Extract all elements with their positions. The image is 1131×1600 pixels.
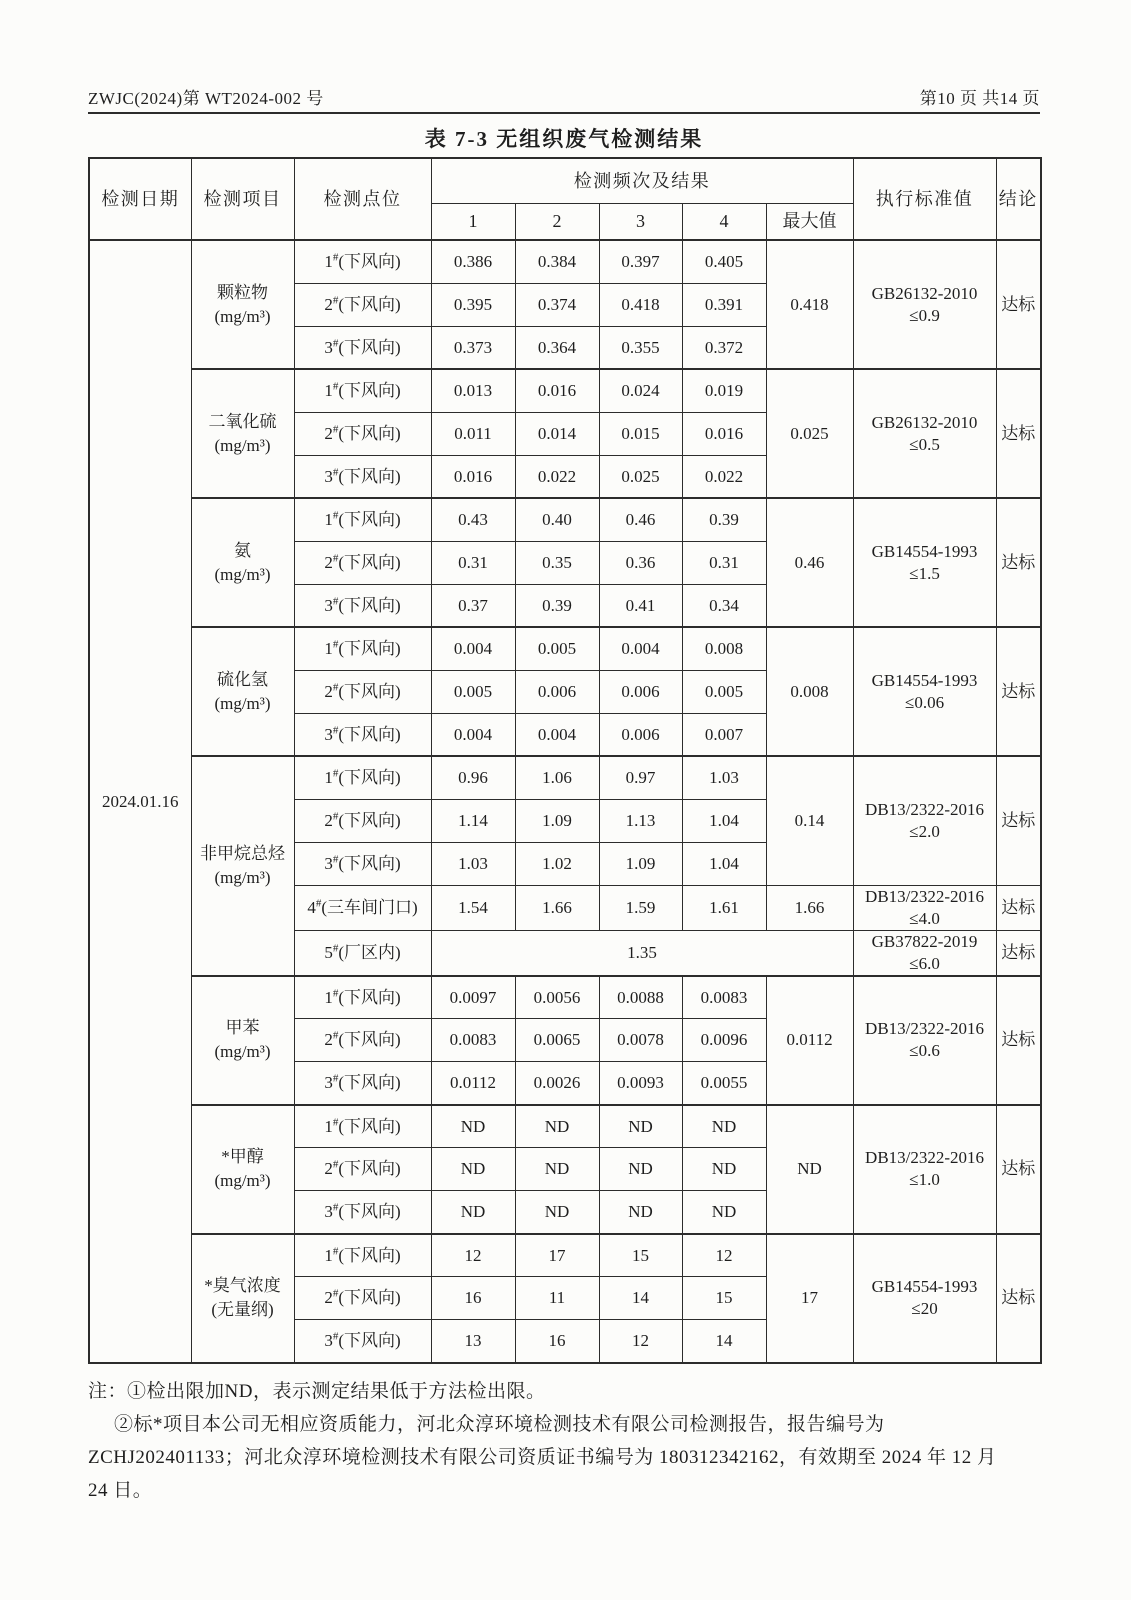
point-cell: 1#(下风向) — [294, 498, 431, 541]
value-cell: 0.0056 — [515, 976, 599, 1019]
superscript-hash: # — [332, 853, 339, 866]
standard-line: GB37822-2019 — [871, 931, 978, 951]
col-header-conclusion: 结论 — [996, 158, 1041, 240]
item-line: 硫化氢 — [217, 669, 268, 689]
superscript-hash: # — [332, 251, 339, 264]
value-cell: 14 — [682, 1320, 766, 1363]
value-cell: 0.022 — [682, 455, 766, 498]
standard-cell — [853, 369, 996, 498]
value-cell: 1.14 — [431, 799, 515, 842]
value-cell: ND — [599, 1105, 682, 1148]
max-value-cell: 0.008 — [766, 627, 853, 756]
point-cell: 4#(三车间门口) — [294, 885, 431, 930]
value-cell: 0.418 — [599, 283, 682, 326]
standard-line: GB26132-2010 — [871, 283, 978, 303]
table-row — [89, 627, 1041, 670]
value-cell: 16 — [431, 1277, 515, 1320]
value-cell: 1.06 — [515, 756, 599, 799]
value-cell: ND — [515, 1191, 599, 1234]
item-line: (mg/m³) — [214, 564, 271, 584]
value-cell: 1.04 — [682, 842, 766, 885]
superscript-hash: # — [332, 1029, 339, 1042]
value-cell: 0.386 — [431, 240, 515, 283]
standard-cell — [853, 627, 996, 756]
value-cell: 0.0083 — [431, 1019, 515, 1062]
conclusion-cell: 达标 — [996, 976, 1041, 1105]
item-line: (mg/m³) — [214, 306, 271, 326]
value-cell: 0.005 — [682, 670, 766, 713]
value-cell: 0.025 — [599, 455, 682, 498]
standard-line: DB13/2322-2016 — [865, 886, 985, 906]
value-cell: ND — [515, 1148, 599, 1191]
point-cell: 1#(下风向) — [294, 1105, 431, 1148]
table-row — [89, 369, 1041, 412]
point-cell: 2#(下风向) — [294, 283, 431, 326]
value-cell: 0.0112 — [431, 1062, 515, 1105]
item-cell — [191, 627, 294, 756]
value-cell: 12 — [431, 1234, 515, 1277]
standard-line: ≤1.0 — [909, 1170, 940, 1189]
item-line: 甲苯 — [225, 1018, 260, 1037]
item-cell — [191, 240, 294, 369]
value-cell: 0.004 — [515, 713, 599, 756]
conclusion-cell: 达标 — [996, 240, 1041, 369]
value-cell: 0.46 — [599, 498, 682, 541]
value-cell: 1.09 — [515, 799, 599, 842]
value-cell: 0.397 — [599, 240, 682, 283]
value-cell: 0.014 — [515, 412, 599, 455]
max-value-cell: 0.14 — [766, 756, 853, 885]
item-line: (mg/m³) — [214, 1042, 271, 1061]
conclusion-cell: 达标 — [996, 930, 1041, 976]
item-cell — [191, 756, 294, 976]
value-cell: 0.0093 — [599, 1062, 682, 1105]
value-cell: 0.355 — [599, 326, 682, 369]
value-cell: 0.36 — [599, 541, 682, 584]
value-cell: 1.66 — [515, 885, 599, 930]
col-header-standard: 执行标准值 — [853, 158, 996, 240]
item-line: (mg/m³) — [214, 693, 271, 713]
note-line-3: ZCHJ202401133；河北众淳环境检测技术有限公司资质证书编号为 180312342162，有效期至 2024 年 12 月 — [88, 1446, 997, 1468]
value-cell: 1.03 — [431, 842, 515, 885]
value-cell: 0.41 — [599, 584, 682, 627]
standard-line: DB13/2322-2016 — [865, 799, 985, 819]
value-cell: 0.405 — [682, 240, 766, 283]
conclusion-cell: 达标 — [996, 1234, 1041, 1363]
value-cell: 0.0055 — [682, 1062, 766, 1105]
report-number: ZWJC(2024)第 WT2024-002 号 — [88, 89, 324, 108]
table-row — [89, 756, 1041, 799]
point-cell: 1#(下风向) — [294, 369, 431, 412]
item-line: 氨 — [234, 540, 251, 560]
superscript-hash: # — [332, 594, 339, 607]
max-value-cell: 0.025 — [766, 369, 853, 498]
value-cell: 15 — [682, 1277, 766, 1320]
standard-line: ≤1.5 — [909, 563, 940, 583]
results-table — [88, 157, 1042, 1364]
value-cell: 0.35 — [515, 541, 599, 584]
table-row — [89, 1234, 1041, 1277]
value-cell: 1.02 — [515, 842, 599, 885]
page-number: 第10 页 共14 页 — [919, 89, 1040, 108]
value-cell: 15 — [599, 1234, 682, 1277]
point-cell: 1#(下风向) — [294, 1234, 431, 1277]
superscript-hash: # — [332, 509, 339, 522]
standard-cell — [853, 930, 996, 976]
value-cell: 0.016 — [431, 455, 515, 498]
item-line: (mg/m³) — [214, 435, 271, 455]
standard-cell — [853, 1105, 996, 1234]
point-cell: 2#(下风向) — [294, 541, 431, 584]
standard-line: ≤0.5 — [909, 434, 940, 454]
standard-line: ≤20 — [911, 1299, 938, 1318]
value-cell: 0.006 — [599, 713, 682, 756]
value-cell: 12 — [682, 1234, 766, 1277]
standard-cell — [853, 498, 996, 627]
item-line: (mg/m³) — [214, 1171, 271, 1190]
merged-value-cell: 1.35 — [431, 930, 853, 976]
value-cell: 0.016 — [682, 412, 766, 455]
value-cell: 0.31 — [431, 541, 515, 584]
value-cell: 0.373 — [431, 326, 515, 369]
item-cell — [191, 369, 294, 498]
point-cell: 2#(下风向) — [294, 1148, 431, 1191]
conclusion-cell: 达标 — [996, 756, 1041, 885]
point-cell: 1#(下风向) — [294, 240, 431, 283]
point-cell: 2#(下风向) — [294, 1277, 431, 1320]
superscript-hash: # — [332, 1201, 339, 1214]
value-cell: 0.019 — [682, 369, 766, 412]
value-cell: 1.04 — [682, 799, 766, 842]
standard-line: ≤0.9 — [909, 305, 940, 325]
conclusion-cell: 达标 — [996, 498, 1041, 627]
value-cell: 0.0065 — [515, 1019, 599, 1062]
value-cell: 0.395 — [431, 283, 515, 326]
standard-cell — [853, 976, 996, 1105]
col-header-freq-2: 2 — [515, 203, 599, 240]
notes — [88, 1375, 1040, 1507]
value-cell: 0.004 — [431, 713, 515, 756]
value-cell: 0.0083 — [682, 976, 766, 1019]
value-cell: 16 — [515, 1320, 599, 1363]
table-row — [89, 498, 1041, 541]
value-cell: 0.006 — [515, 670, 599, 713]
max-value-cell: 0.46 — [766, 498, 853, 627]
item-line: 非甲烷总烃 — [200, 843, 285, 863]
superscript-hash: # — [332, 294, 339, 307]
superscript-hash: # — [332, 810, 339, 823]
superscript-hash: # — [332, 767, 339, 780]
point-cell: 3#(下风向) — [294, 842, 431, 885]
value-cell: ND — [515, 1105, 599, 1148]
date-cell: 2024.01.16 — [89, 240, 191, 1363]
max-value-cell: ND — [766, 1105, 853, 1234]
item-cell — [191, 498, 294, 627]
value-cell: 0.005 — [431, 670, 515, 713]
point-cell: 3#(下风向) — [294, 584, 431, 627]
value-cell: 0.37 — [431, 584, 515, 627]
page-header — [88, 84, 1040, 114]
note-line-1: 注：①检出限加ND，表示测定结果低于方法检出限。 — [88, 1380, 546, 1402]
conclusion-cell: 达标 — [996, 627, 1041, 756]
point-cell: 2#(下风向) — [294, 1019, 431, 1062]
value-cell: 0.0078 — [599, 1019, 682, 1062]
col-header-date: 检测日期 — [89, 158, 191, 240]
value-cell: ND — [599, 1191, 682, 1234]
note-line-2: ②标*项目本公司无相应资质能力，河北众淳环境检测技术有限公司检测报告，报告编号为 — [114, 1413, 885, 1435]
value-cell: 0.31 — [682, 541, 766, 584]
note-line-4: 24 日。 — [88, 1479, 153, 1501]
page-content — [88, 84, 1040, 1507]
value-cell: 0.372 — [682, 326, 766, 369]
value-cell: 0.374 — [515, 283, 599, 326]
point-cell: 3#(下风向) — [294, 1191, 431, 1234]
item-cell — [191, 1105, 294, 1234]
superscript-hash: # — [315, 897, 322, 910]
standard-line: ≤0.6 — [909, 1041, 940, 1060]
point-cell: 1#(下风向) — [294, 976, 431, 1019]
table-row — [89, 1105, 1041, 1148]
point-cell: 5#(厂区内) — [294, 930, 431, 976]
superscript-hash: # — [332, 723, 339, 736]
value-cell: 0.97 — [599, 756, 682, 799]
value-cell: 0.022 — [515, 455, 599, 498]
superscript-hash: # — [332, 1330, 339, 1343]
value-cell: 0.0097 — [431, 976, 515, 1019]
superscript-hash: # — [332, 1072, 339, 1085]
max-value-cell: 17 — [766, 1234, 853, 1363]
value-cell: 1.13 — [599, 799, 682, 842]
value-cell: 0.004 — [431, 627, 515, 670]
standard-cell — [853, 756, 996, 885]
point-cell: 2#(下风向) — [294, 670, 431, 713]
value-cell: 1.09 — [599, 842, 682, 885]
item-line: 二氧化硫 — [208, 411, 277, 431]
point-cell: 3#(下风向) — [294, 713, 431, 756]
value-cell: 12 — [599, 1320, 682, 1363]
col-header-freq-3: 3 — [599, 203, 682, 240]
value-cell: 0.384 — [515, 240, 599, 283]
value-cell: 1.61 — [682, 885, 766, 930]
value-cell: 0.005 — [515, 627, 599, 670]
col-header-freq-group: 检测频次及结果 — [431, 158, 853, 203]
value-cell: 0.007 — [682, 713, 766, 756]
value-cell: 0.96 — [431, 756, 515, 799]
point-cell: 1#(下风向) — [294, 756, 431, 799]
point-cell: 3#(下风向) — [294, 1320, 431, 1363]
max-value-cell: 0.0112 — [766, 976, 853, 1105]
superscript-hash: # — [332, 552, 339, 565]
value-cell: 0.004 — [599, 627, 682, 670]
value-cell: 13 — [431, 1320, 515, 1363]
value-cell: ND — [431, 1191, 515, 1234]
item-cell — [191, 1234, 294, 1363]
col-header-max: 最大值 — [766, 203, 853, 240]
value-cell: 0.40 — [515, 498, 599, 541]
superscript-hash: # — [332, 1158, 339, 1171]
col-header-point: 检测点位 — [294, 158, 431, 240]
value-cell: ND — [682, 1105, 766, 1148]
value-cell: 0.39 — [682, 498, 766, 541]
standard-line: ≤2.0 — [909, 821, 940, 841]
value-cell: 0.015 — [599, 412, 682, 455]
point-cell: 2#(下风向) — [294, 412, 431, 455]
col-header-freq-4: 4 — [682, 203, 766, 240]
table-header — [89, 158, 1041, 240]
value-cell: 0.364 — [515, 326, 599, 369]
superscript-hash: # — [332, 1244, 339, 1257]
item-line: (无量纲) — [211, 1300, 274, 1319]
standard-line: ≤0.06 — [905, 692, 945, 712]
superscript-hash: # — [332, 681, 339, 694]
conclusion-cell: 达标 — [996, 885, 1041, 930]
value-cell: 0.39 — [515, 584, 599, 627]
max-value-cell: 1.66 — [766, 885, 853, 930]
value-cell: ND — [682, 1148, 766, 1191]
value-cell: 0.43 — [431, 498, 515, 541]
item-line: (mg/m³) — [214, 867, 271, 887]
value-cell: 11 — [515, 1277, 599, 1320]
value-cell: 0.008 — [682, 627, 766, 670]
standard-line: ≤4.0 — [909, 908, 940, 928]
value-cell: 1.59 — [599, 885, 682, 930]
standard-line: DB13/2322-2016 — [865, 1148, 985, 1167]
value-cell: ND — [682, 1191, 766, 1234]
standard-line: DB13/2322-2016 — [865, 1019, 985, 1038]
superscript-hash: # — [332, 1287, 339, 1300]
value-cell: ND — [431, 1148, 515, 1191]
value-cell: ND — [599, 1148, 682, 1191]
conclusion-cell: 达标 — [996, 369, 1041, 498]
superscript-hash: # — [332, 986, 339, 999]
point-cell: 3#(下风向) — [294, 1062, 431, 1105]
point-cell: 1#(下风向) — [294, 627, 431, 670]
value-cell: 1.54 — [431, 885, 515, 930]
superscript-hash: # — [332, 380, 339, 393]
conclusion-cell: 达标 — [996, 1105, 1041, 1234]
value-cell: 0.391 — [682, 283, 766, 326]
table-row — [89, 240, 1041, 283]
point-cell: 2#(下风向) — [294, 799, 431, 842]
max-value-cell: 0.418 — [766, 240, 853, 369]
value-cell: 0.34 — [682, 584, 766, 627]
table-body — [89, 240, 1041, 1363]
value-cell: ND — [431, 1105, 515, 1148]
standard-cell — [853, 240, 996, 369]
value-cell: 0.011 — [431, 412, 515, 455]
header-row-1 — [89, 158, 1041, 203]
table-title: 表 7-3 无组织废气检测结果 — [424, 127, 704, 151]
value-cell: 0.0026 — [515, 1062, 599, 1105]
standard-cell — [853, 885, 996, 930]
value-cell: 1.03 — [682, 756, 766, 799]
standard-line: GB14554-1993 — [871, 1277, 978, 1296]
superscript-hash: # — [332, 638, 339, 651]
value-cell: 0.0096 — [682, 1019, 766, 1062]
standard-line: GB26132-2010 — [871, 412, 978, 432]
item-line: *臭气浓度 — [204, 1276, 281, 1295]
superscript-hash: # — [332, 336, 339, 349]
superscript-hash: # — [332, 465, 339, 478]
col-header-item: 检测项目 — [191, 158, 294, 240]
table-row — [89, 976, 1041, 1019]
point-cell: 3#(下风向) — [294, 326, 431, 369]
standard-line: GB14554-1993 — [871, 541, 978, 561]
superscript-hash: # — [332, 942, 339, 955]
standard-cell — [853, 1234, 996, 1363]
item-line: 颗粒物 — [217, 282, 268, 302]
value-cell: 0.013 — [431, 369, 515, 412]
standard-line: ≤6.0 — [909, 953, 940, 973]
value-cell: 0.0088 — [599, 976, 682, 1019]
value-cell: 0.006 — [599, 670, 682, 713]
point-cell: 3#(下风向) — [294, 455, 431, 498]
value-cell: 0.024 — [599, 369, 682, 412]
col-header-freq-1: 1 — [431, 203, 515, 240]
item-cell — [191, 976, 294, 1105]
value-cell: 0.016 — [515, 369, 599, 412]
value-cell: 14 — [599, 1277, 682, 1320]
standard-line: GB14554-1993 — [871, 670, 978, 690]
superscript-hash: # — [332, 423, 339, 436]
superscript-hash: # — [332, 1115, 339, 1128]
item-line: *甲醇 — [221, 1147, 264, 1166]
value-cell: 17 — [515, 1234, 599, 1277]
